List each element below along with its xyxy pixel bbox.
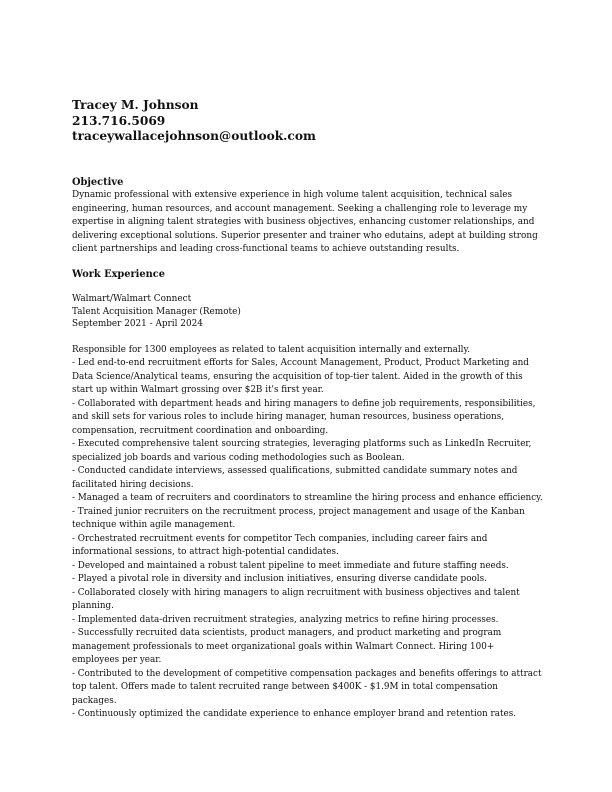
responsibility-item: - Orchestrated recruitment events for competitor Tech companies, including career fairs and informational sessions, to attract high-potential candidates. — [72, 533, 488, 558]
phone-number: 213.716.5069 — [72, 113, 166, 128]
job-title: Talent Acquisition Manager (Remote) — [72, 306, 241, 317]
responsibility-item: - Collaborated with department heads and hiring managers to define job requirements, responsibilities, and skill sets for various roles to include hiring manager, human resources, business operations, compensation, recruitment coordination and onboarding. — [72, 398, 536, 436]
responsibility-item: - Contributed to the development of competitive compensation packages and benefits offerings to attract top talent. Offers made to talent recruited range between $400K - $1.9M in total compensation packages. — [72, 668, 542, 706]
responsibility-item: - Led end-to-end recruitment efforts for Sales, Account Management, Product, Product Marketing and Data Science/Analytical teams, ensuring the acquisition of top-tier talent. Aided in the growth of this start up within Walmart grossing over $2B it's first year. — [72, 358, 529, 396]
responsibility-item: - Played a pivotal role in diversity and inclusion initiatives, ensuring diverse candidate pools. — [72, 574, 487, 585]
responsibility-item: - Developed and maintained a robust talent pipeline to meet immediate and future staffing needs. — [72, 560, 509, 571]
responsibility-item: - Collaborated closely with hiring managers to align recruitment with business objectives and talent planning. — [72, 587, 520, 612]
candidate-name: Tracey M. Johnson — [72, 98, 199, 112]
responsibility-list — [72, 344, 544, 722]
responsibility-item: - Continuously optimized the candidate experience to enhance employer brand and retention rates. — [72, 709, 517, 720]
responsibility-item: - Managed a team of recruiters and coordinators to streamline the hiring process and enhance efficiency. — [72, 493, 543, 504]
responsibility-item: - Successfully recruited data scientists, product managers, and product marketing and program management professionals to meet organizational goals within Walmart Connect. Hiring 100+ employees per year. — [72, 628, 502, 666]
work-experience-heading: Work Experience — [72, 268, 165, 280]
resume-page — [72, 98, 544, 722]
responsibility-item: - Executed comprehensive talent sourcing strategies, leveraging platforms such as LinkedIn Recruiter, specialized job boards and various coding methodologies such as Boolean. — [72, 439, 532, 463]
responsibility-item: - Conducted candidate interviews, assessed qualifications, submitted candidate summary notes and facilitated hiring decisions. — [72, 466, 518, 490]
responsibility-item: Responsible for 1300 employees as related to talent acquisition internally and externally. — [72, 344, 471, 355]
email-address: traceywallacejohnson@outlook.com — [72, 129, 316, 143]
responsibility-item: - Trained junior recruiters on the recruitment process, project management and usage of the Kanban technique within agile management. — [72, 506, 525, 531]
job-dates: September 2021 - April 2024 — [72, 319, 203, 330]
contact-header — [72, 98, 544, 145]
objective-text: Dynamic professional with extensive experience in high volume talent acquisition, technical sales engineering, human resources, and account management. Seeking a challenging role to leverage my expertise in aligning talent strategies with business objectives, enhancing customer relationships, and delivering exceptional solutions. Superior presenter and trainer who edutains, adept at building strong client partnerships and leading cross-functional teams to achieve outstanding results. — [72, 190, 538, 254]
job-entry — [72, 293, 544, 331]
objective-heading: Objective — [72, 176, 124, 188]
company-name: Walmart/Walmart Connect — [72, 294, 192, 304]
objective-section — [72, 176, 544, 257]
responsibility-item: - Implemented data-driven recruitment strategies, analyzing metrics to refine hiring processes. — [72, 614, 499, 625]
